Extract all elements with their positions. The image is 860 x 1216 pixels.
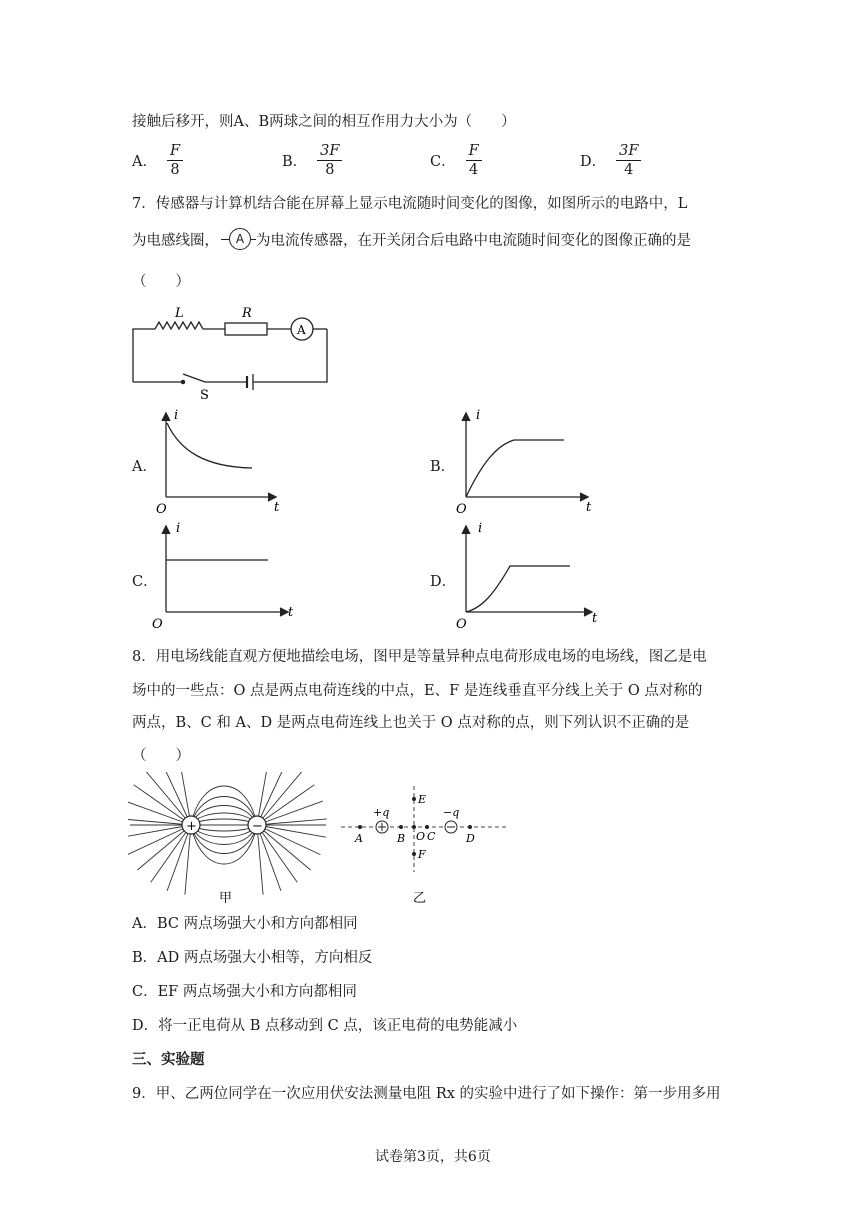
q8-stem-line3: 两点，B、C 和 A、D 是两点电荷连线上也关于 O 点对称的点，则下列认识不正确的是: [132, 715, 690, 731]
x-axis-label: t: [592, 611, 598, 626]
q7-stem-line2-pre: 为电感线圈，: [132, 232, 219, 249]
x-axis-label: t: [288, 605, 294, 620]
origin-label: O: [456, 502, 467, 515]
field-line-arc: [191, 825, 257, 845]
q7-stem-line2-post: 为电流传感器，在开关闭合后电路中电流随时间变化的图像正确的是: [256, 232, 691, 249]
q7-stem-line1: 7．传感器与计算机结合能在屏幕上显示电流随时间变化的图像，如图所示的电路中，L: [132, 196, 688, 212]
q8-option-c: C．EF 两点场强大小和方向都相同: [132, 984, 357, 1000]
y-axis-label: i: [176, 521, 181, 536]
q8-option-a: A．BC 两点场强大小和方向都相同: [132, 916, 358, 932]
q8-option-d: D．将一正电荷从 B 点移动到 C 点，该正电荷的电势能减小: [132, 1018, 518, 1034]
field-line-arc: [191, 806, 257, 826]
y-axis-label: i: [478, 521, 483, 536]
q7-graph-b: [452, 405, 602, 515]
q7-option-c-label: C．: [132, 574, 158, 590]
plus-sign: +: [186, 819, 197, 834]
point-e-label: E: [418, 793, 427, 806]
switch: [183, 374, 205, 382]
page-footer: 试卷第3页，共6页: [375, 1149, 491, 1165]
ammeter-label: A: [297, 323, 306, 337]
inductor-coil: [155, 322, 203, 329]
q7-option-a-label: A．: [132, 459, 157, 475]
q6-option-c: C． $\frac{F}{4}$: [430, 143, 482, 178]
point-f-label: F: [418, 848, 426, 861]
origin-label: O: [156, 502, 167, 515]
point-d-label: D: [466, 832, 475, 845]
q8-stem-line2: 场中的一些点：O 点是两点电荷连线的中点，E、F 是连线垂直平分线上关于 O 点对称的: [132, 683, 703, 699]
minus-q-label: −q: [443, 806, 460, 819]
point-o-label: O: [416, 830, 426, 843]
switch-label: S: [200, 388, 209, 402]
resistor: [225, 323, 267, 335]
field-line-radial: [185, 825, 191, 895]
field-line-radial: [257, 819, 327, 825]
q6-option-b: B． $\frac{3F}{8}$: [282, 143, 342, 178]
q8-option-b: B．AD 两点场强大小相等，方向相反: [132, 950, 373, 966]
ammeter-symbol-inline: A: [229, 228, 251, 250]
q8-stem-line1: 8．用电场线能直观方便地描绘电场，图甲是等量异种点电荷形成电场的电场线，图乙是电: [132, 649, 707, 665]
point-c-label: C: [427, 830, 436, 843]
field-line-radial: [257, 825, 326, 837]
x-axis-label: t: [274, 500, 280, 515]
q6-stem-tail: 接触后移开，则A、B两球之间的相互作用力大小为（ ）: [132, 114, 516, 130]
q7-graph-d: [452, 518, 602, 630]
plus-q-label: +q: [373, 806, 390, 819]
figure-yi-caption: 乙: [413, 891, 427, 906]
curve-rise-delayed: [466, 566, 570, 612]
curve-decay: [167, 423, 252, 468]
q7-option-d-label: D．: [430, 574, 457, 590]
curve-rise: [466, 440, 564, 497]
q6-option-a: A． $\frac{F}{8}$: [132, 143, 183, 178]
q8-figure-jia-field-lines: [128, 772, 328, 907]
q7-circuit-diagram: [125, 302, 335, 402]
inductor-label: L: [175, 306, 184, 321]
q6-option-d: D． $\frac{3F}{4}$: [580, 143, 641, 178]
field-line-radial: [128, 825, 191, 837]
field-line-radial: [257, 825, 263, 895]
q7-graph-a: [150, 405, 290, 515]
x-axis-label: t: [586, 500, 592, 515]
minus-sign: −: [252, 819, 263, 834]
origin-label: O: [152, 617, 163, 630]
section-heading-experiment: 三、实验题: [132, 1052, 205, 1068]
q8-paren: （ ）: [132, 748, 190, 764]
point-b-label: B: [397, 832, 406, 845]
q7-graph-c: [150, 518, 300, 630]
q8-figure-yi-points: [335, 780, 515, 910]
y-axis-label: i: [476, 408, 481, 423]
resistor-label: R: [242, 306, 252, 321]
y-axis-label: i: [174, 408, 179, 423]
q7-option-b-label: B．: [430, 459, 456, 475]
q7-paren: （ ）: [132, 274, 190, 290]
figure-jia-caption: 甲: [219, 891, 233, 906]
field-line-arc: [191, 825, 257, 831]
point-a-label: A: [355, 832, 363, 845]
q9-stem-line1: 9．甲、乙两位同学在一次应用伏安法测量电阻 Rx 的实验中进行了如下操作：第一步用多用: [132, 1086, 721, 1102]
field-line-arc: [191, 819, 257, 825]
origin-label: O: [456, 617, 467, 630]
q7-stem-line2: [132, 228, 691, 250]
